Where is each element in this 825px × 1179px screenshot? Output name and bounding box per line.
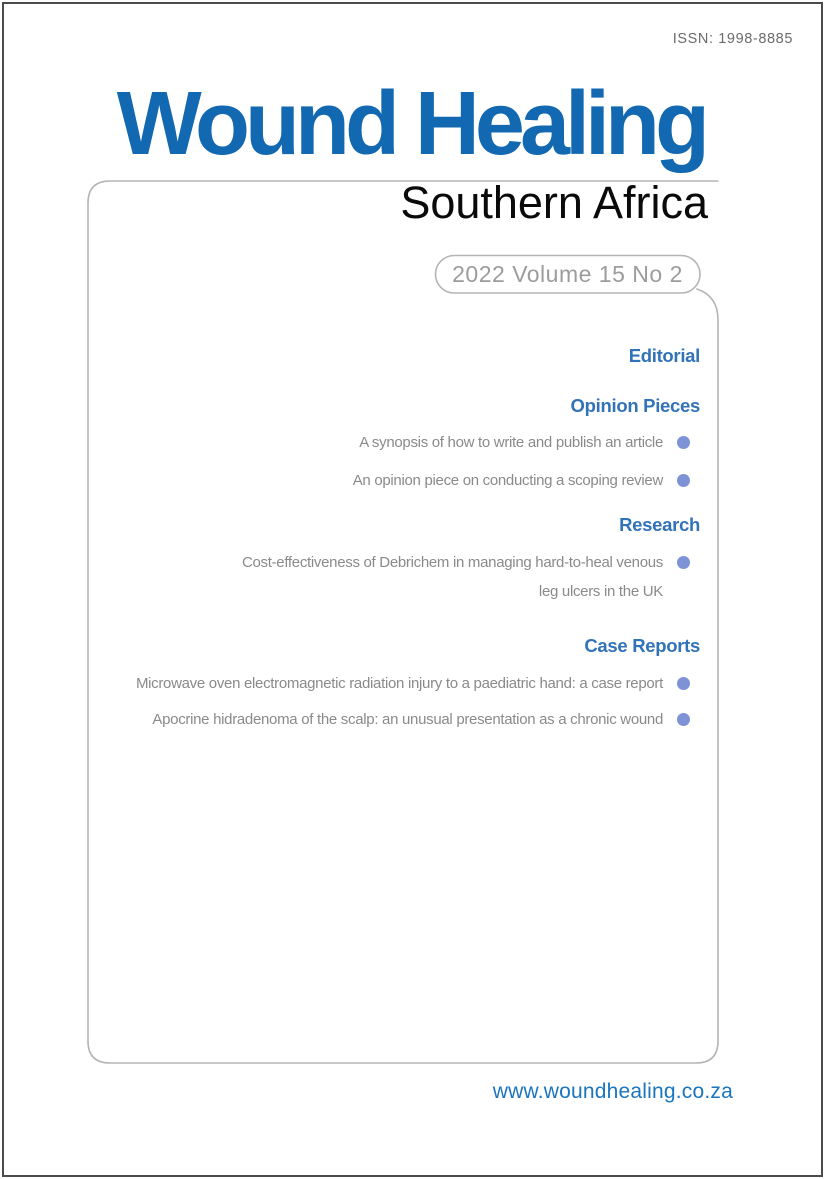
toc-item-debrichem[interactable] (242, 548, 690, 606)
toc-section-heading-opinion-pieces: Opinion Pieces (570, 395, 700, 416)
toc-item-text-line: Cost-effectiveness of Debrichem in managing hard-to-heal venous (241, 554, 663, 571)
toc-item-text-line: leg ulcers in the UK (538, 583, 663, 600)
toc-item-hidradenoma[interactable] (152, 710, 690, 729)
toc-item-text: A synopsis of how to write and publish an article (359, 434, 663, 451)
issue-badge-text: 2022 Volume 15 No 2 (452, 261, 683, 287)
bullet-icon (677, 713, 690, 726)
toc-section-heading-case-reports: Case Reports (584, 635, 700, 656)
bullet-icon (677, 556, 690, 569)
toc-item-text: An opinion piece on conducting a scoping review (352, 472, 663, 489)
issn-label: ISSN: 1998-8885 (672, 31, 793, 47)
journal-title: Wound Healing (116, 74, 705, 174)
journal-subtitle: Southern Africa (400, 177, 708, 228)
toc-item-microwave[interactable] (136, 674, 690, 693)
bullet-icon (677, 436, 690, 449)
rounded-box-border (88, 177, 718, 1063)
toc-section-heading-research: Research (619, 514, 700, 535)
toc-item-text (242, 548, 663, 606)
toc-item-synopsis[interactable] (359, 433, 690, 452)
bullet-icon (677, 474, 690, 487)
toc-item-scoping-review[interactable] (353, 471, 690, 490)
toc-item-text: Apocrine hidradenoma of the scalp: an unusual presentation as a chronic wound (152, 711, 663, 728)
bullet-icon (677, 677, 690, 690)
toc-item-text: Microwave oven electromagnetic radiation injury to a paediatric hand: a case report (135, 675, 663, 692)
website-link[interactable]: www.woundhealing.co.za (492, 1080, 733, 1103)
toc-section-heading-editorial: Editorial (628, 345, 700, 366)
